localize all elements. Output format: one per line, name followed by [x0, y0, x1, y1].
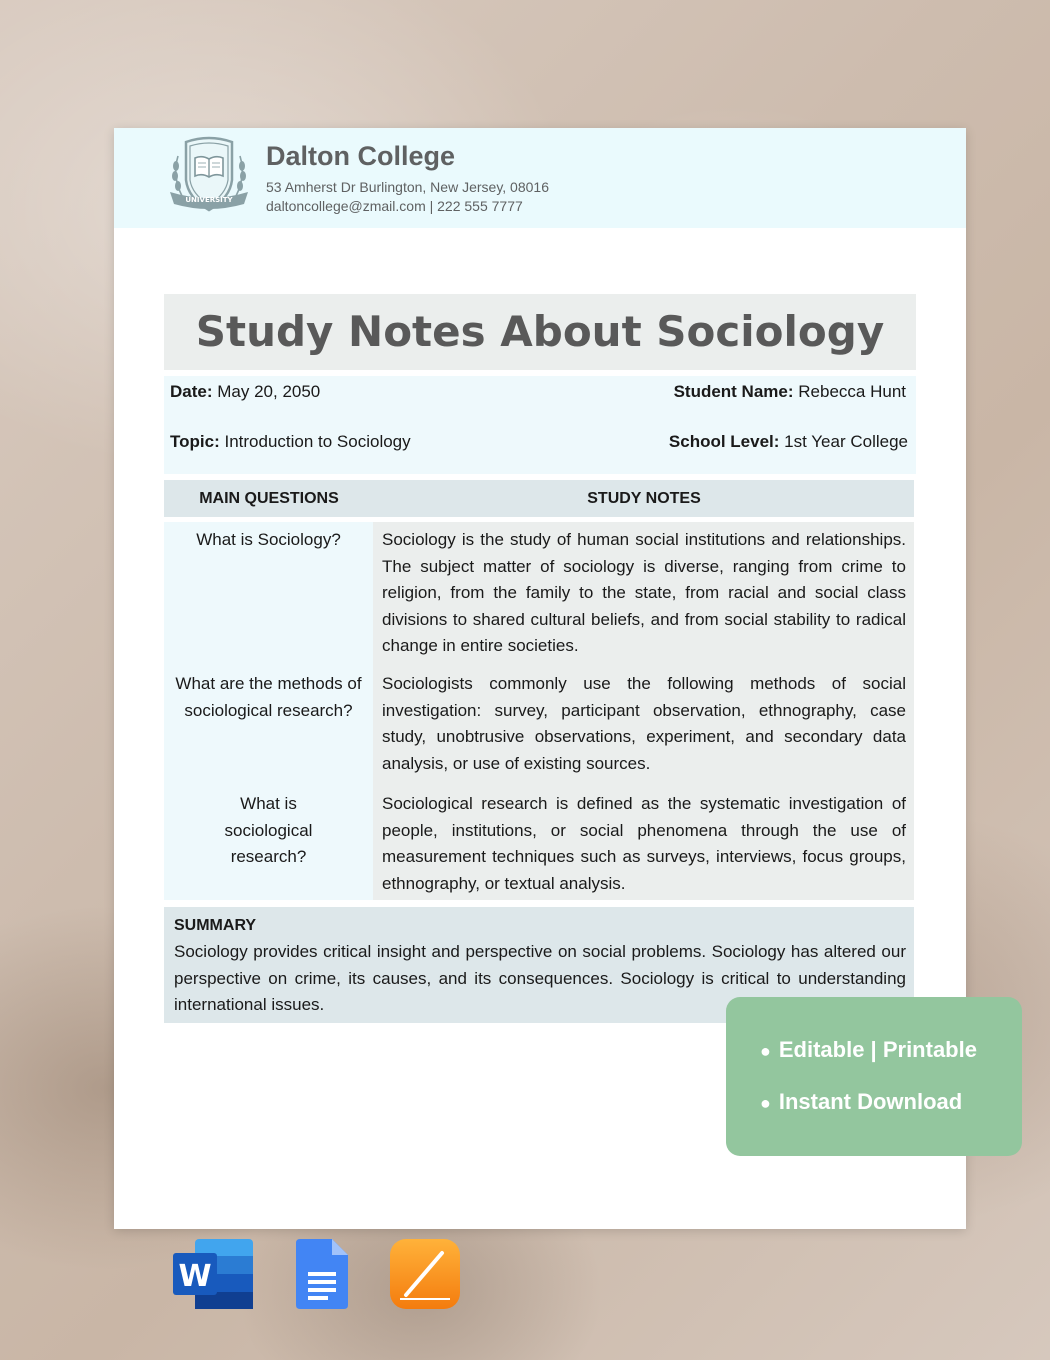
- microsoft-word-icon[interactable]: [173, 1239, 255, 1309]
- university-crest-icon: [164, 136, 254, 218]
- feature-editable: Editable | Printable: [778, 1037, 977, 1062]
- date-field: [170, 382, 320, 402]
- svg-text:W: W: [178, 1259, 212, 1294]
- letterhead: [114, 128, 966, 228]
- student-name-field: [674, 382, 906, 402]
- notes-cell: Sociology is the study of human social institutions and relationships. The subject matter of sociology is diverse, ranging from crime to religion, from the family to the state, from racial and social class divisions to shared cultural beliefs, and from social stability to radical change in entire societies.: [382, 530, 906, 655]
- question-cell: What is sociological research?: [224, 794, 313, 866]
- notes-table: [164, 522, 914, 900]
- svg-text:UNIVERSITY: UNIVERSITY: [185, 196, 233, 204]
- features-badge: [726, 997, 1022, 1156]
- college-name: Dalton College: [266, 141, 456, 171]
- info-section: [164, 376, 916, 474]
- school-level-field: [669, 432, 908, 452]
- notes-cell: Sociological research is defined as the systematic investigation of people, institutions, or social phenomena through the use of measurement techniques such as surveys, interviews, focus groups, ethnography, or textual analysis.: [382, 794, 906, 893]
- summary-text: Sociology provides critical insight and perspective on social problems. Sociology has altered our perspective on crime, its causes, and its consequences. Sociology is critical to understanding international issues.: [174, 942, 906, 1014]
- question-cell: What are the methods of sociological research?: [175, 674, 362, 720]
- table-header: [164, 480, 914, 517]
- topic-value: Introduction to Sociology: [224, 432, 411, 451]
- bullet-icon: ●: [760, 1093, 771, 1113]
- feature-item: [760, 1089, 962, 1115]
- feature-download: Instant Download: [778, 1089, 963, 1114]
- college-contact: daltoncollege@zmail.com | 222 555 7777: [266, 198, 523, 214]
- question-cell: What is Sociology?: [196, 530, 341, 549]
- date-value: May 20, 2050: [217, 382, 321, 401]
- college-address: 53 Amherst Dr Burlington, New Jersey, 08016: [266, 179, 549, 195]
- student-name-label: Student Name:: [673, 382, 794, 401]
- student-name-value: Rebecca Hunt: [798, 382, 906, 401]
- google-docs-icon[interactable]: [296, 1239, 348, 1309]
- column-header-notes: STUDY NOTES: [587, 490, 701, 507]
- date-label: Date:: [170, 382, 213, 401]
- feature-item: [760, 1037, 977, 1063]
- topic-label: Topic:: [170, 432, 220, 451]
- column-header-questions: MAIN QUESTIONS: [199, 490, 339, 507]
- apple-pages-icon[interactable]: [390, 1239, 460, 1309]
- bullet-icon: ●: [760, 1041, 771, 1061]
- topic-field: [170, 432, 411, 452]
- school-level-value: 1st Year College: [784, 432, 908, 451]
- school-level-label: School Level:: [668, 432, 780, 451]
- title-banner: [164, 294, 916, 370]
- document-title: Study Notes About Sociology: [195, 307, 885, 356]
- notes-cell: Sociologists commonly use the following methods of social investigation: survey, participant observation, ethnography, case study, unobtrusive observations, experiment, and secondary data analysis, or use of existing sources.: [382, 674, 906, 773]
- summary-label: SUMMARY: [174, 917, 257, 934]
